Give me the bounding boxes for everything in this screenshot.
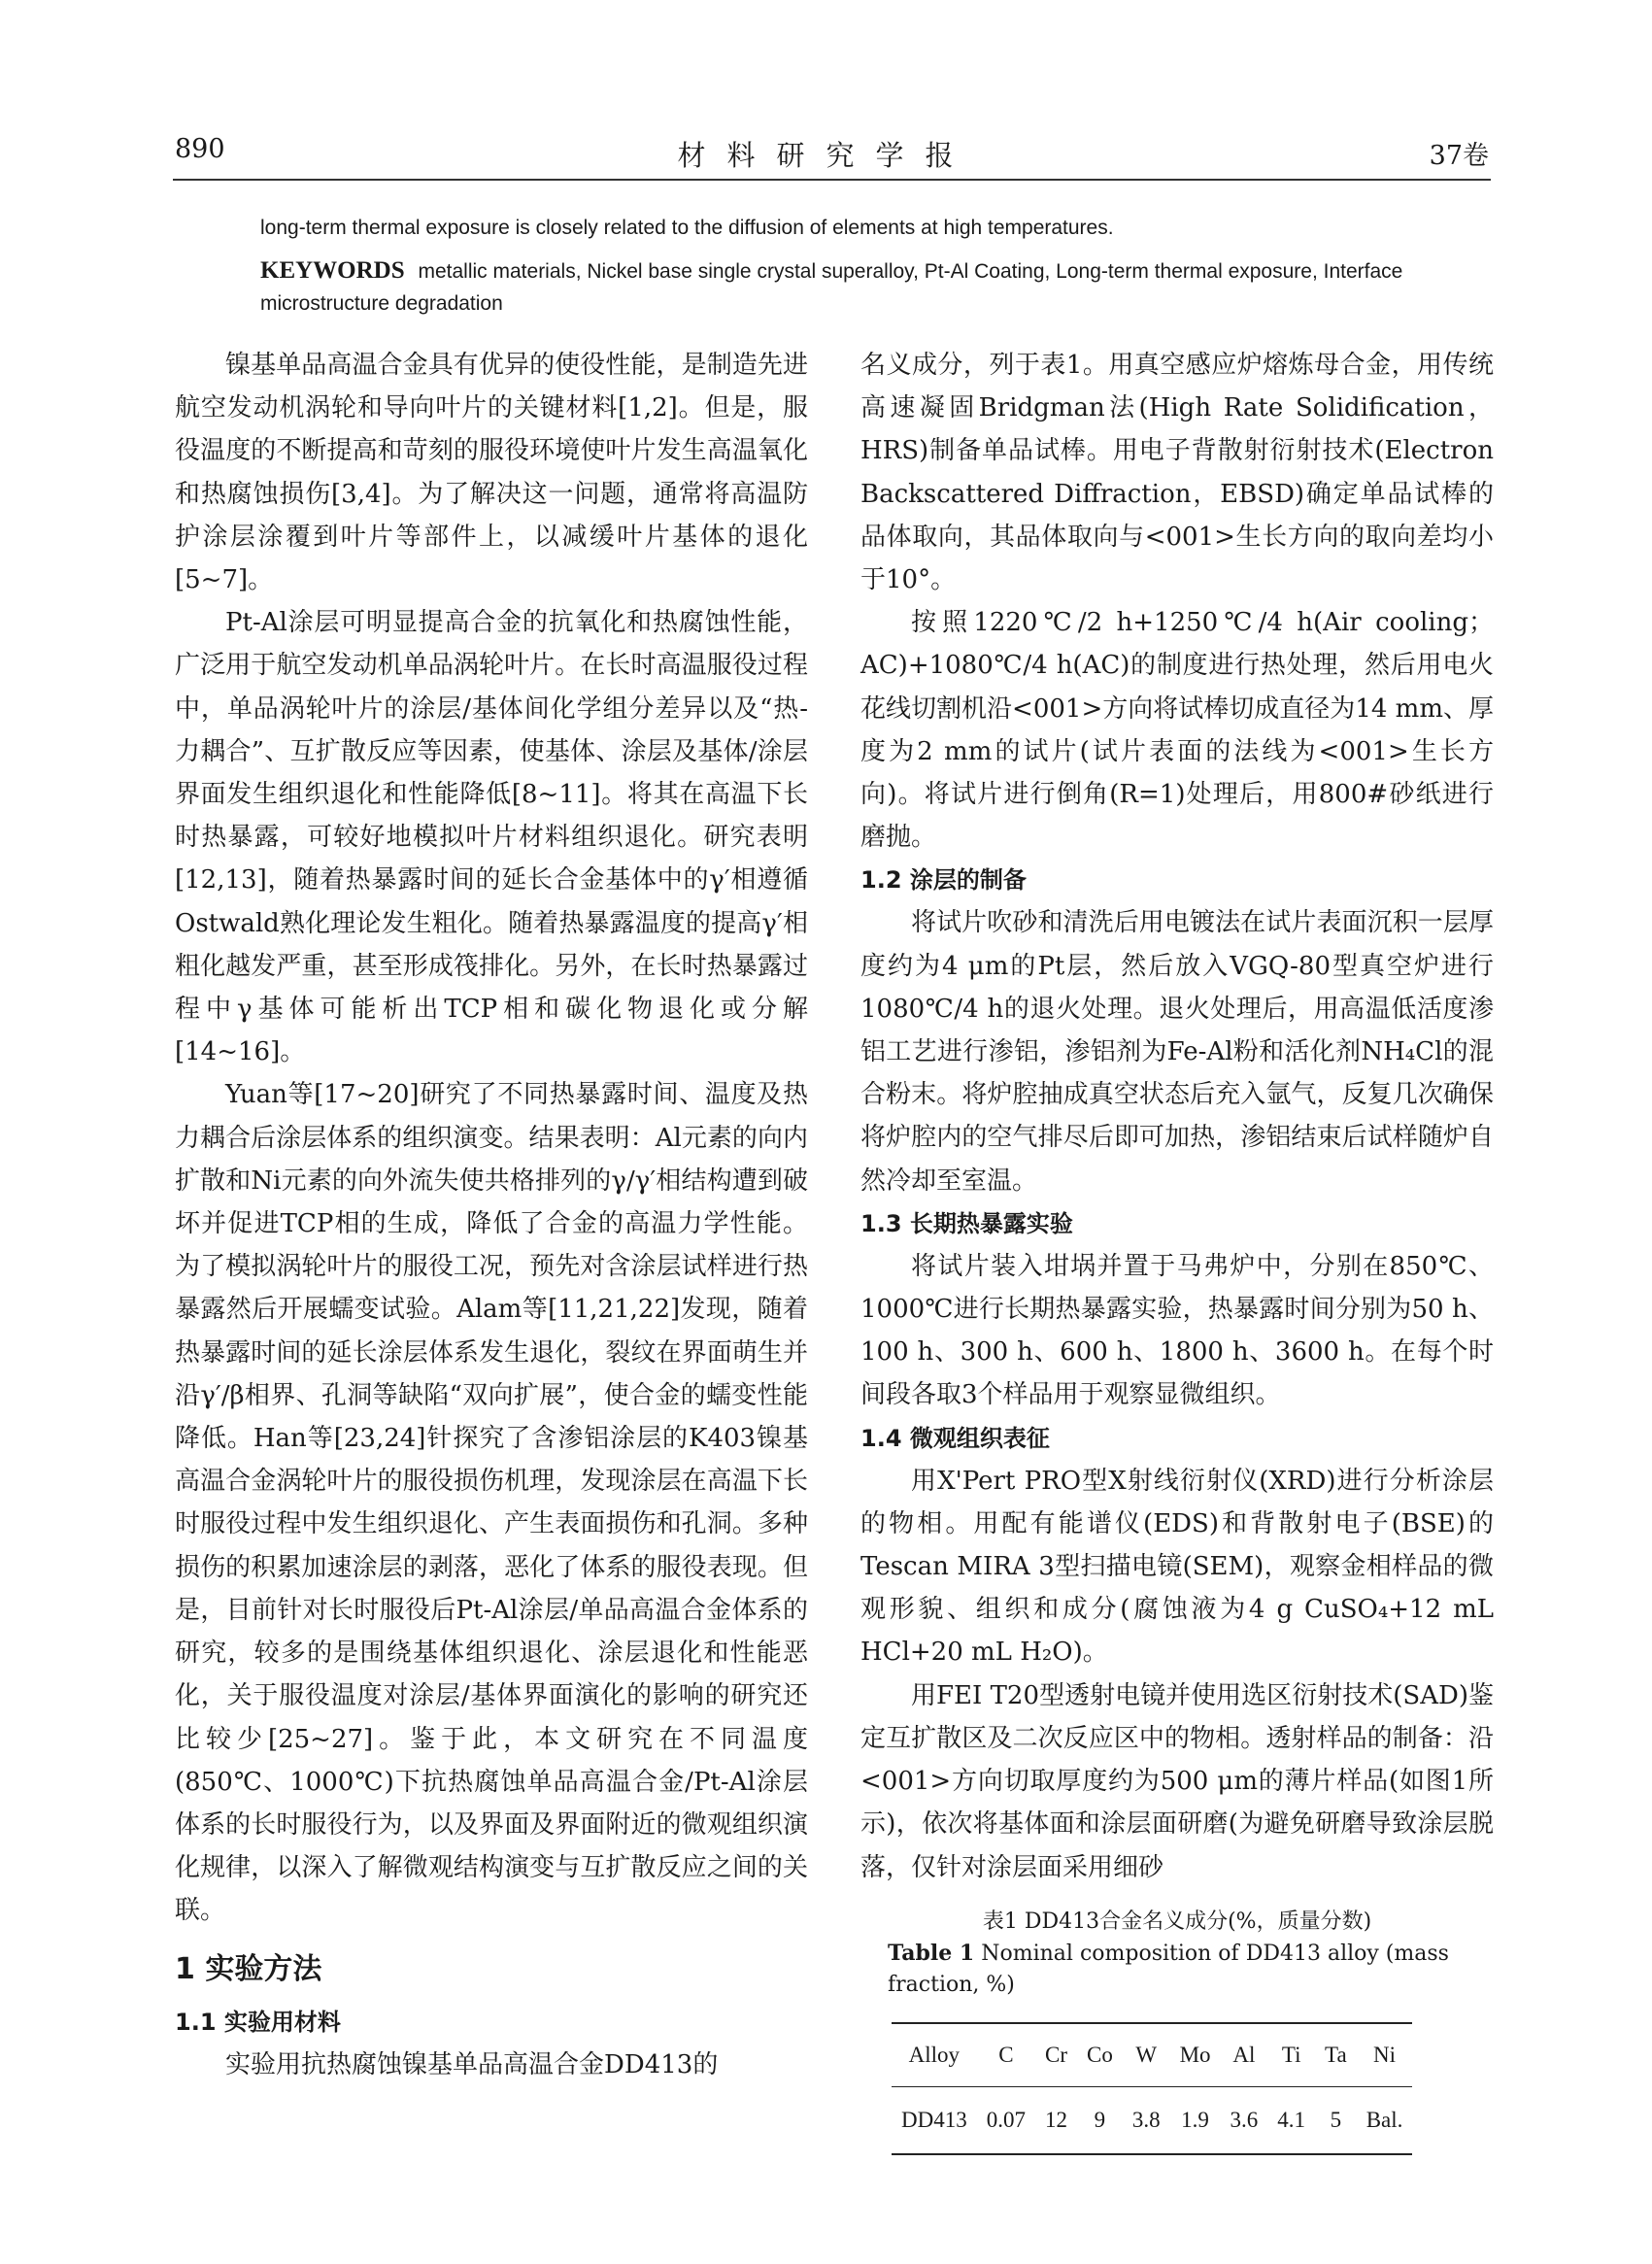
keywords-block: [260, 254, 1426, 320]
paragraph-intro-1: 镍基单品高温合金具有优异的使役性能，是制造先进航空发动机涡轮和导向叶片的关键材料[1,2]。但是，服役温度的不断提高和苛刻的服役环境使叶片发生高温氧化和热腐蚀损伤[3,4]。为了解决这一问题，通常将高温防护涂层涂覆到叶片等部件上，以减缓叶片基体的退化[5~7]。: [175, 351, 808, 595]
subsection-heading-1-2: 1.2 涂层的制备: [860, 866, 1027, 895]
right-column: [860, 344, 1494, 2155]
table-header-cell: Ni: [1357, 2023, 1413, 2087]
table-row: [892, 2086, 1412, 2154]
paragraph-heat-treatment: 按照1220℃/2 h+1250℃/4 h(Air cooling；AC)+1080℃/4 h(AC)的制度进行热处理，然后用电火花线切割机沿<001>方向将试棒切成直径为14 mm、厚度为2 mm的试片(试片表面的法线为<001>生长方向)。将试片进行倒角(R=1)处理后，用800#砂纸进行磨抛。: [860, 608, 1494, 853]
table-cell: 1.9: [1170, 2086, 1221, 2154]
paragraph-characterization-2: 用FEI T20型透射电镜并使用选区衍射技术(SAD)鉴定互扩散区及二次反应区中的物相。透射样品的制备：沿<001>方向切取厚度约为500 μm的薄片样品(如图1所示)，依次将基体面和涂层面研磨(为避免研磨导致涂层脱落，仅针对涂层面采用细砂: [860, 1680, 1494, 1882]
table-cell: 9: [1077, 2086, 1123, 2154]
subsection-heading-1-4: 1.4 微观组织表征: [860, 1424, 1050, 1452]
journal-title: 材料研究学报: [677, 139, 975, 172]
table-header-cell: Al: [1221, 2023, 1268, 2087]
table-header-cell: Co: [1077, 2023, 1123, 2087]
table-header-cell: W: [1123, 2023, 1170, 2087]
table-header-cell: C: [977, 2023, 1035, 2087]
table-header-cell: Mo: [1170, 2023, 1221, 2087]
keywords-label: KEYWORDS: [260, 257, 405, 284]
table-header-cell: Ti: [1267, 2023, 1315, 2087]
table-cell: DD413: [892, 2086, 977, 2154]
paragraph-materials-cont: 名义成分，列于表1。用真空感应炉熔炼母合金，用传统高速凝固Bridgman法(High Rate Solidification，HRS)制备单品试棒。用电子背散射衍射技术(Electron Backscattered Diffraction，EBSD)确定单品试棒的品体取向，其品体取向与<001>生长方向的取向差均小于10°。: [860, 351, 1494, 595]
composition-table: [892, 2022, 1412, 2155]
paragraph-materials: 实验用抗热腐蚀镍基单品高温合金DD413的: [225, 2049, 719, 2079]
table-cell: 5: [1315, 2086, 1357, 2154]
volume-label: 37卷: [1429, 141, 1489, 171]
paragraph-coating: 将试片吹砂和清洗后用电镀法在试片表面沉积一层厚度约为4 μm的Pt层，然后放入VGQ-80型真空炉进行1080℃/4 h的退火处理。退火处理后，用高温低活度渗铝工艺进行渗铝，渗铝剂为Fe-Al粉和活化剂NH₄Cl的混合粉末。将炉腔抽成真空状态后充入氩气，反复几次确保将炉腔内的空气排尽后即可加热，渗铝结束后试样随炉自然冷却至室温。: [860, 908, 1494, 1196]
table-cell: 3.8: [1123, 2086, 1170, 2154]
table-caption-text: Nominal composition of DD413 alloy (mass fraction, %): [888, 1941, 1449, 1997]
table-header-row: [892, 2023, 1412, 2087]
table-cell: Bal.: [1357, 2086, 1413, 2154]
abstract-tail: long-term thermal exposure is closely related to the diffusion of elements at high temperatures.: [260, 217, 1114, 239]
paragraph-intro-2: Pt-Al涂层可明显提高合金的抗氧化和热腐蚀性能，广泛用于航空发动机单品涡轮叶片。在长时高温服役过程中，单品涡轮叶片的涂层/基体间化学组分差异以及“热-力耦合”、互扩散反应等因素，使基体、涂层及基体/涂层界面发生组织退化和性能降低[8~11]。将其在高温下长时热暴露，可较好地模拟叶片材料组织退化。研究表明[12,13]，随着热暴露时间的延长合金基体中的γ′相遵循Ostwald熟化理论发生粗化。随着热暴露温度的提高γ′相粗化越发严重，甚至形成筏排化。另外，在长时热暴露过程中γ基体可能析出TCP相和碳化物退化或分解[14~16]。: [175, 608, 808, 1067]
table-cell: 3.6: [1221, 2086, 1268, 2154]
paragraph-characterization-1: 用X'Pert PRO型X射线衍射仪(XRD)进行分析涂层的物相。用配有能谱仪(EDS)和背散射电子(BSE)的Tescan MIRA 3型扫描电镜(SEM)，观察金相样品的微观形貌、组织和成分(腐蚀液为4 g CuSO₄+12 mL HCl+20 mL H₂O)。: [860, 1466, 1494, 1668]
table-header-cell: Ta: [1315, 2023, 1357, 2087]
paragraph-intro-3: Yuan等[17~20]研究了不同热暴露时间、温度及热力耦合后涂层体系的组织演变。结果表明：Al元素的向内扩散和Ni元素的向外流失使共格排列的γ/γ′相结构遭到破坏并促进TCP相的生成，降低了合金的高温力学性能。为了模拟涡轮叶片的服役工况，预先对含涂层试样进行热暴露然后开展蠕变试验。Alam等[11,21,22]发现，随着热暴露时间的延长涂层体系发生退化，裂纹在界面萌生并沿γ′/β相界、孔洞等缺陷“双向扩展”，使合金的蠕变性能降低。Han等[23,24]针探究了含渗铝涂层的K403镍基高温合金涡轮叶片的服役损伤机理，发现涂层在高温下长时服役过程中发生组织退化、产生表面损伤和孔洞。多种损伤的积累加速涂层的剥落，恶化了体系的服役表现。但是，目前针对长时服役后Pt-Al涂层/单品高温合金体系的研究，较多的是围绕基体组织退化、涂层退化和性能恶化，关于服役温度对涂层/基体界面演化的影响的研究还比较少[25~27]。鉴于此，本文研究在不同温度(850℃、1000℃)下抗热腐蚀单品高温合金/Pt-Al涂层体系的长时服役行为，以及界面及界面附近的微观组织演化规律，以深入了解微观结构演变与互扩散反应之间的关联。: [175, 1080, 808, 1926]
subsection-heading-1-1: 1.1 实验用材料: [175, 2008, 341, 2036]
table-caption-zh: 表1 DD413合金名义成分(%，质量分数): [982, 1909, 1372, 1934]
table-cell: 4.1: [1267, 2086, 1315, 2154]
section-heading-methods: 1 实验方法: [175, 1951, 322, 1986]
subsection-heading-1-3: 1.3 长期热暴露实验: [860, 1209, 1073, 1237]
paragraph-exposure: 将试片装入坩埚并置于马弗炉中，分别在850℃、1000℃进行长期热暴露实验，热暴露时间分别为50 h、100 h、300 h、600 h、1800 h、3600 h。在每个时间段各取3个样品用于观察显微组织。: [860, 1251, 1494, 1410]
table-cell: 12: [1035, 2086, 1077, 2154]
keywords-text: metallic materials, Nickel base single crystal superalloy, Pt-Al Coating, Long-term thermal exposure, Interface microstructure degradation: [260, 260, 1403, 315]
table-header-cell: Cr: [1035, 2023, 1077, 2087]
table-caption-label: Table 1: [888, 1940, 975, 1966]
header-rule: [173, 179, 1491, 181]
left-column: [175, 344, 808, 2086]
page-number: 890: [175, 134, 225, 164]
table-caption-en: [860, 1938, 1494, 2001]
table-header-cell: Alloy: [892, 2023, 977, 2087]
table-cell: 0.07: [977, 2086, 1035, 2154]
